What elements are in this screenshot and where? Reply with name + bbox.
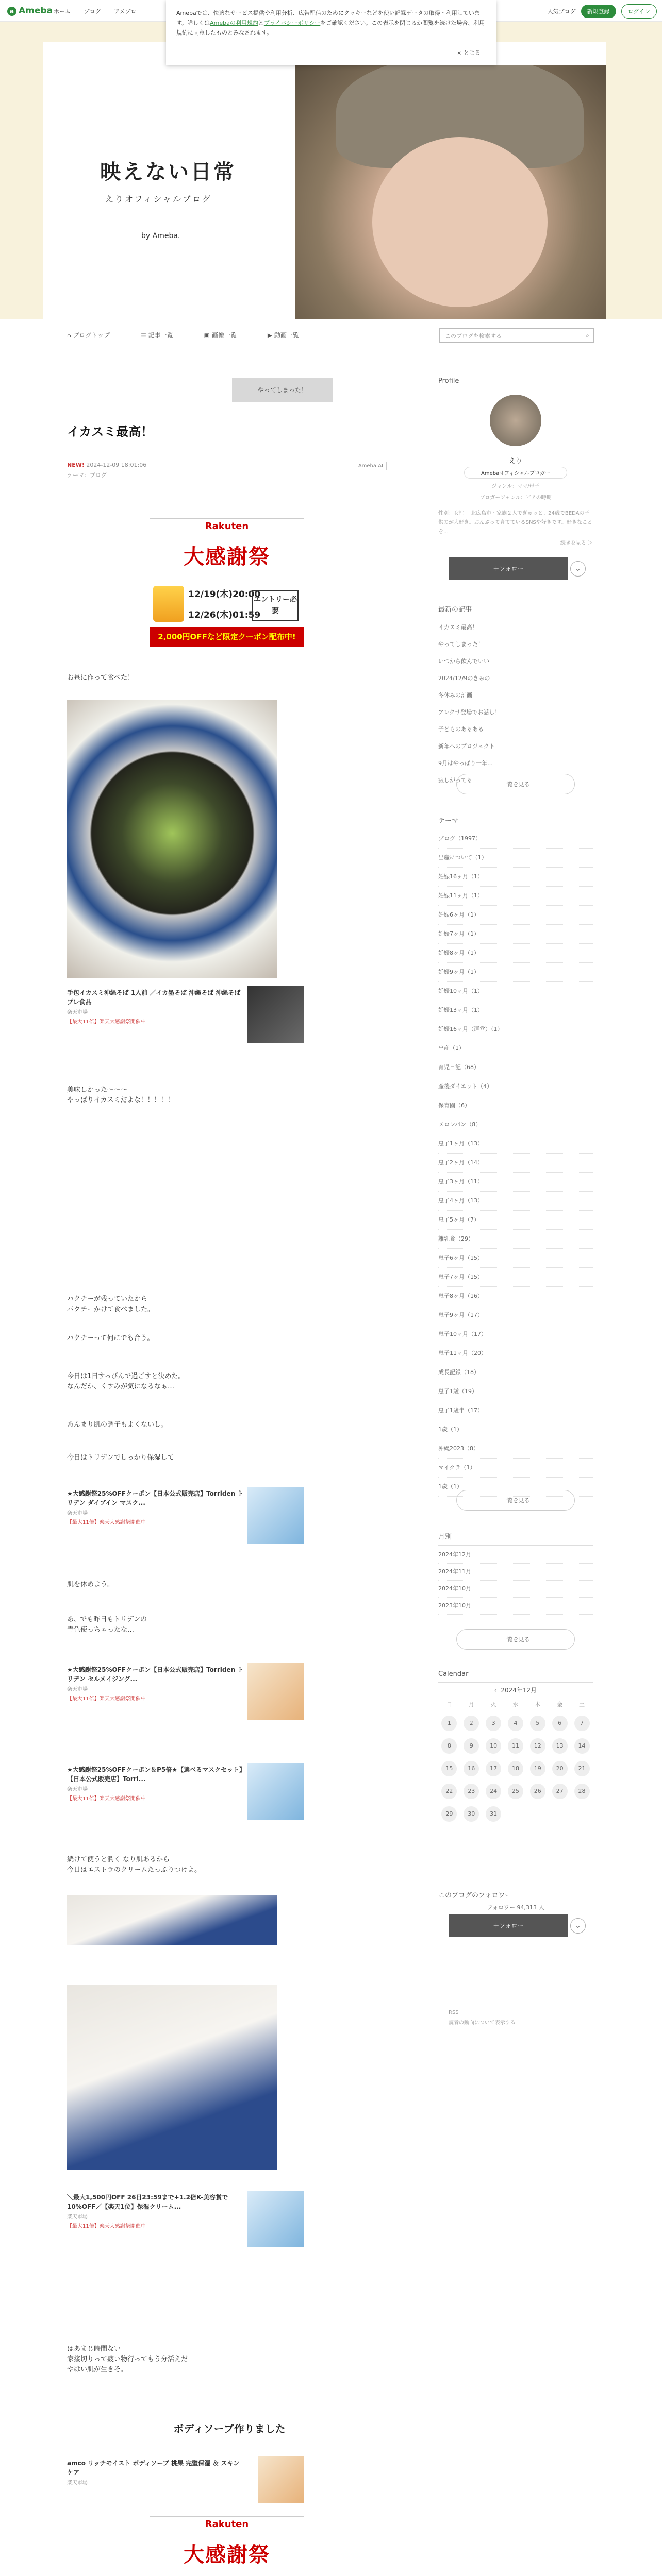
calendar-day — [549, 1780, 571, 1803]
calendar-day — [526, 1712, 549, 1735]
theme-item[interactable]: 妊娠13ヶ月（1） — [438, 1001, 593, 1020]
rakuten-date-end: 12/26(木)01:59 — [188, 610, 261, 620]
calendar-day — [526, 1780, 549, 1803]
theme-item[interactable]: 息子9ヶ月（17） — [438, 1306, 593, 1325]
calendar-month: 2024年12月 — [501, 1687, 537, 1694]
para-9b: 青色使っちゃったな… — [67, 1626, 135, 1634]
calendar-day — [526, 1757, 549, 1780]
theme-item[interactable]: 妊娠16ヶ月（運営）（1） — [438, 1020, 593, 1039]
calendar-day — [483, 1780, 505, 1803]
latest-item[interactable]: やってしまった！ — [438, 636, 593, 653]
para-10 — [67, 1855, 201, 1875]
product-shop: 楽天市場 — [67, 1787, 88, 1792]
calendar-day-number[interactable]: 16 — [464, 1761, 479, 1776]
calendar-day — [460, 1757, 483, 1780]
theme-item[interactable]: 妊娠11ヶ月（1） — [438, 887, 593, 906]
product-card-3[interactable] — [67, 1663, 304, 1720]
nav-images-label: 画像一覧 — [211, 332, 237, 339]
para-3b: パクチーかけて食べました。 — [67, 1306, 155, 1313]
cookie-text-2: と — [258, 20, 264, 26]
latest-item[interactable]: イカスミ最高！ — [438, 619, 593, 636]
para-7: 今日はトリデンでしっかり保湿して — [67, 1454, 174, 1462]
theme-item[interactable]: メロンパン（8） — [438, 1115, 593, 1134]
search-icon[interactable]: ⌕ — [586, 332, 589, 339]
rakuten-coupon: 2,000円OFFなど限定クーポン配布中! — [150, 627, 304, 647]
cookie-banner — [166, 0, 496, 65]
nav-blog-top-label: ブログトップ — [73, 332, 110, 339]
calendar-day-number[interactable]: 10 — [486, 1738, 501, 1754]
calendar-day-number[interactable]: 21 — [574, 1761, 590, 1776]
product-coupon: 【最大11倍】楽天大感謝祭開催中 — [67, 1796, 146, 1802]
rakuten-big: 大感謝祭 — [184, 2543, 270, 2567]
month-item[interactable]: 2024年10月 — [438, 1581, 593, 1598]
latest-item[interactable]: 子どものあるある — [438, 721, 593, 738]
entry-column — [67, 351, 387, 2576]
follow-menu-button-2[interactable]: ⌄ — [570, 1918, 586, 1934]
latest-item[interactable]: アレクサ登場でお話し！ — [438, 704, 593, 721]
theme-list — [438, 829, 593, 1497]
calendar-day — [483, 1757, 505, 1780]
nav-item-home[interactable]: ホーム — [54, 8, 71, 15]
calendar-day — [505, 1712, 527, 1735]
rakuten-ad[interactable] — [150, 518, 304, 647]
theme-item[interactable]: 離乳食（29） — [438, 1230, 593, 1249]
profile-heading: Profile — [438, 377, 593, 389]
calendar-day — [549, 1757, 571, 1780]
product-thumb — [247, 986, 304, 1043]
calendar-day-number[interactable]: 20 — [552, 1761, 568, 1776]
nav-entries[interactable]: ☰ 記事一覧 — [141, 332, 173, 339]
theme-item[interactable]: 保育園（6） — [438, 1096, 593, 1115]
calendar-day — [460, 1803, 483, 1825]
month-more-button[interactable]: 一覧を見る — [456, 1629, 575, 1650]
para-5b: なんだか、くすみが気になるなぁ… — [67, 1383, 175, 1391]
product-coupon: 【最大11倍】楽天大感謝祭開催中 — [67, 2224, 146, 2229]
entry-title[interactable]: イカスミ最高！ — [67, 425, 154, 439]
soap-shop: 楽天市場 — [67, 2480, 88, 2486]
calendar-day-number[interactable]: 28 — [574, 1784, 590, 1799]
para-2b: やっぱりイカスミだよな！！！！！ — [67, 1096, 174, 1104]
para-11c: やはい肌が生きそ。 — [67, 2366, 127, 2374]
theme-item[interactable]: 妊娠10ヶ月（1） — [438, 982, 593, 1001]
header-panel — [43, 42, 606, 320]
calendar-weekday: 水 — [512, 1701, 519, 1708]
rakuten-entry: エントリー必要 — [252, 590, 299, 621]
calendar-day-number[interactable]: 9 — [464, 1738, 479, 1754]
product-card-1[interactable] — [67, 986, 304, 1043]
product-thumb — [247, 1663, 304, 1720]
para-11 — [67, 2344, 188, 2375]
nav-videos-label: 動画一覧 — [274, 332, 299, 339]
calendar-title — [438, 1686, 593, 1694]
rakuten-brand: Rakuten — [205, 521, 249, 532]
calendar-heading: Calendar — [438, 1670, 593, 1683]
soap-name: amco リッチモイスト ボディソープ 桃果 完璧保湿 ＆ スキンケア — [67, 2460, 240, 2476]
calendar-day — [526, 1735, 549, 1757]
para-9 — [67, 1615, 147, 1635]
calendar-day — [483, 1712, 505, 1735]
theme-item[interactable]: 息子5ヶ月（7） — [438, 1211, 593, 1230]
calendar-day-number[interactable]: 24 — [486, 1784, 501, 1799]
calendar-day-number[interactable]: 1 — [441, 1716, 457, 1731]
calendar-day — [571, 1757, 593, 1780]
calendar-day — [571, 1780, 593, 1803]
latest-heading: 最新の記事 — [438, 604, 593, 618]
calendar-day — [438, 1735, 460, 1757]
latest-more-button[interactable]: 一覧を見る — [456, 774, 575, 794]
calendar — [438, 1686, 593, 1825]
calendar-day-number[interactable]: 11 — [508, 1738, 523, 1754]
calendar-day — [483, 1803, 505, 1825]
blog-nav — [0, 319, 662, 351]
avatar[interactable] — [490, 395, 541, 446]
theme-item[interactable]: マイクラ（1） — [438, 1459, 593, 1478]
latest-item[interactable]: 新年へのプロジェクト — [438, 738, 593, 755]
latest-list — [438, 619, 593, 789]
theme-item[interactable]: 息子8ヶ月（16） — [438, 1287, 593, 1306]
calendar-day-number[interactable]: 14 — [574, 1738, 590, 1754]
calendar-day — [505, 1757, 527, 1780]
calendar-weekday: 木 — [535, 1701, 541, 1708]
para-3 — [67, 1294, 154, 1315]
calendar-weekday: 土 — [579, 1701, 585, 1708]
calendar-day — [549, 1712, 571, 1735]
latest-item[interactable]: 2024/12/9のきみの — [438, 670, 593, 687]
calendar-day — [438, 1803, 460, 1825]
ramen-photo[interactable] — [67, 700, 277, 978]
calendar-day-number[interactable]: 29 — [441, 1806, 457, 1822]
para-6: あんまり肌の調子もよくないし。 — [67, 1421, 168, 1429]
latest-item[interactable]: 冬休みの計画 — [438, 687, 593, 704]
theme-item[interactable]: 息子2ヶ月（14） — [438, 1154, 593, 1173]
rss-label[interactable]: RSS — [449, 2010, 459, 2015]
para-11a: はあまじ時間ない — [67, 2345, 121, 2353]
product-thumb — [247, 2191, 304, 2247]
calendar-weekday: 金 — [557, 1701, 563, 1708]
entry-date — [67, 462, 146, 468]
para-5a: 今日は1日すっぴんで過ごすと決めた。 — [67, 1372, 185, 1380]
product-shop: 楽天市場 — [67, 1010, 88, 1015]
nav-images[interactable]: ▣ 画像一覧 — [204, 332, 237, 339]
theme-item[interactable]: 息子1ヶ月（13） — [438, 1134, 593, 1154]
follow-button[interactable]: ＋フォロー — [449, 557, 568, 580]
profile-genre: ジャンル：ママ/母子 — [491, 484, 540, 489]
calendar-day — [483, 1735, 505, 1757]
entry-theme[interactable]: テーマ：ブログ — [67, 472, 107, 479]
calendar-day — [460, 1735, 483, 1757]
theme-item[interactable]: ブログ（1997） — [438, 829, 593, 849]
rss-link[interactable]: 読者の動向について表示する — [449, 2020, 516, 2026]
nav-item-blog[interactable]: ブログ — [84, 8, 101, 15]
search-placeholder: このブログを検索する — [445, 333, 502, 340]
calendar-day-number[interactable]: 3 — [486, 1716, 501, 1731]
theme-item[interactable]: 息子11ヶ月（20） — [438, 1344, 593, 1363]
calendar-day-number[interactable]: 6 — [552, 1716, 568, 1731]
product-shop: 楽天市場 — [67, 1687, 88, 1692]
calendar-day — [460, 1780, 483, 1803]
new-label: NEW! — [67, 462, 85, 468]
product-shop: 楽天市場 — [67, 1511, 88, 1516]
month-item[interactable]: 2024年12月 — [438, 1547, 593, 1564]
calendar-day-number[interactable]: 18 — [508, 1761, 523, 1776]
theme-item[interactable]: 育児日記（68） — [438, 1058, 593, 1077]
cookie-text: Amebaでは、快適なサービス提供や利用分析、広告配信のためにクッキーなどを使い記録データの取得・利用しています。詳しくは — [176, 10, 480, 26]
logo-text: Ameba — [19, 6, 53, 16]
theme-item[interactable]: 息子1歳半（17） — [438, 1401, 593, 1420]
product-card-4[interactable] — [67, 1763, 304, 1820]
follower-count: フォロワー 94,313 人 — [487, 1904, 544, 1911]
para-9a: あ、でも昨日もトリデンの — [67, 1616, 147, 1623]
theme-item[interactable]: 妊娠9ヶ月（1） — [438, 963, 593, 982]
theme-item[interactable]: 成長記録（18） — [438, 1363, 593, 1382]
product-name: ＼最大1,500円OFF 26日23:59まで+1.2倍K-美容賞で10%OFF／【楽天1位】保湿クリーム... — [67, 2194, 228, 2210]
calendar-day — [505, 1780, 527, 1803]
blog-subtitle: えりオフィシャルブログ — [105, 194, 212, 204]
prev-month-icon[interactable]: ‹ — [494, 1687, 497, 1694]
soap-thumb — [258, 2456, 304, 2503]
rakuten-brand: Rakuten — [205, 2519, 249, 2530]
popular-blog-link[interactable]: 人気ブログ — [547, 8, 576, 15]
cream-photo[interactable] — [67, 1985, 277, 2170]
theme-item[interactable]: 息子1歳（19） — [438, 1382, 593, 1401]
calendar-day-number[interactable]: 25 — [508, 1784, 523, 1799]
product-thumb — [247, 1487, 304, 1544]
theme-item[interactable]: 出産（1） — [438, 1039, 593, 1058]
cookie-close-button[interactable]: × とじる — [457, 49, 481, 56]
entry-date-text: 2024-12-09 18:01:06 — [86, 462, 147, 468]
product-thumb — [247, 1763, 304, 1820]
calendar-day-number[interactable]: 23 — [464, 1784, 479, 1799]
calendar-day-number[interactable]: 19 — [530, 1761, 545, 1776]
calendar-day — [460, 1712, 483, 1735]
calendar-weekday: 日 — [446, 1701, 452, 1708]
rakuten-date-start: 12/19(木)20:00 — [188, 589, 261, 600]
ai-badge: Ameba AI — [355, 462, 387, 470]
follow-menu-button[interactable]: ⌄ — [570, 561, 586, 577]
profile-more-link[interactable]: 続きを見る ＞ — [560, 540, 593, 546]
product-name: ★大感謝祭25%OFFクーポン【日本公式販売店】Torriden トリデン セルメイジング... — [67, 1666, 244, 1683]
calendar-day — [549, 1735, 571, 1757]
header-photo — [295, 65, 606, 320]
signup-button[interactable]: 新規登録 — [581, 5, 616, 18]
theme-item[interactable]: 息子10ヶ月（17） — [438, 1325, 593, 1344]
ameba-logo-icon: a — [7, 7, 16, 16]
theme-item[interactable]: 妊娠7ヶ月（1） — [438, 925, 593, 944]
rakuten-mascot — [153, 586, 184, 622]
para-1: お昼に作って食べた！ — [67, 674, 135, 682]
theme-item[interactable]: 息子6ヶ月（15） — [438, 1249, 593, 1268]
calendar-day-number[interactable]: 30 — [464, 1806, 479, 1822]
soap-card[interactable] — [67, 2456, 304, 2503]
para-2a: 美味しかった〜〜〜 — [67, 1086, 128, 1094]
soap-heading: ボディソープ作りました — [173, 2422, 286, 2435]
month-heading: 月別 — [438, 1531, 593, 1546]
product-coupon: 【最大11倍】楽天大感謝祭開催中 — [67, 1520, 146, 1526]
nav-blog-top[interactable]: ⌂ ブログトップ — [67, 332, 110, 339]
product-name: ★大感謝祭25%OFFクーポン【日本公式販売店】Torriden トリデン ダイブイン マスク... — [67, 1490, 244, 1506]
product-name: 手包イカスミ沖縄そば 1人前 ／イカ墨そば 沖縄そば 沖縄そばプレ食品 — [67, 989, 241, 1006]
sidebar — [438, 351, 593, 1948]
product-shop: 楽天市場 — [67, 2214, 88, 2220]
calendar-day-number[interactable]: 15 — [441, 1761, 457, 1776]
theme-item[interactable]: 1歳（1） — [438, 1420, 593, 1439]
para-8: 肌を休めよう。 — [67, 1581, 114, 1588]
calendar-day-number[interactable]: 26 — [530, 1784, 545, 1799]
para-2 — [67, 1085, 174, 1106]
product-coupon: 【最大11倍】楽天大感謝祭開催中 — [67, 1696, 146, 1702]
calendar-day-number[interactable]: 2 — [464, 1716, 479, 1731]
theme-item[interactable]: 産後ダイエット（4） — [438, 1077, 593, 1096]
profile-genre-2: ブロガージャンル：ビアの時期 — [479, 495, 552, 501]
by-ameba: by Ameba. — [141, 232, 180, 240]
calendar-day — [438, 1712, 460, 1735]
month-list — [438, 1547, 593, 1615]
theme-item[interactable]: 息子4ヶ月（13） — [438, 1192, 593, 1211]
latest-item[interactable]: いつから飲んでいい — [438, 653, 593, 670]
follow-button-2[interactable]: ＋フォロー — [449, 1914, 568, 1937]
theme-item[interactable]: 息子7ヶ月（15） — [438, 1268, 593, 1287]
calendar-day — [438, 1757, 460, 1780]
privacy-link[interactable]: プライバシーポリシー — [263, 20, 321, 26]
month-item[interactable]: 2023年10月 — [438, 1598, 593, 1615]
theme-item[interactable]: 出産について（1） — [438, 849, 593, 868]
rakuten-big: 大感謝祭 — [184, 545, 270, 569]
calendar-day — [571, 1712, 593, 1735]
calendar-table — [438, 1697, 593, 1825]
theme-item[interactable]: 1歳（1） — [438, 1478, 593, 1497]
calendar-day-number[interactable]: 5 — [530, 1716, 545, 1731]
prev-entry-button[interactable]: やってしまった！ — [232, 378, 333, 402]
para-3a: パクチーが残っていたから — [67, 1295, 148, 1303]
para-5 — [67, 1371, 185, 1392]
follower-heading: このブログのフォロワー — [438, 1890, 593, 1904]
calendar-weekday: 月 — [468, 1701, 474, 1708]
calendar-day-number[interactable]: 17 — [486, 1761, 501, 1776]
theme-item[interactable]: 妊娠6ヶ月（1） — [438, 906, 593, 925]
calendar-day — [438, 1780, 460, 1803]
latest-item[interactable]: 寂しがってる — [438, 772, 593, 789]
photo-face — [372, 137, 548, 307]
para-4: パクチーって何にでも合う。 — [67, 1334, 154, 1342]
theme-item[interactable]: 沖縄2023（8） — [438, 1439, 593, 1459]
rakuten-ad-2[interactable] — [150, 2516, 304, 2576]
calendar-day-number[interactable]: 13 — [552, 1738, 568, 1754]
product-card-2[interactable] — [67, 1487, 304, 1544]
cookie-text-3: をご確認ください。この表示を閉じるか閲覧を続けた場合、利用規約に同意したものとみなされます。 — [176, 20, 485, 36]
calendar-day-number[interactable]: 12 — [530, 1738, 545, 1754]
nav-videos[interactable]: ▶ 動画一覧 — [267, 332, 299, 339]
calendar-day-number[interactable]: 4 — [508, 1716, 523, 1731]
calendar-day — [571, 1735, 593, 1757]
terms-link[interactable]: Amebaの利用規約 — [210, 20, 258, 26]
latest-item[interactable]: 9月はやっぱり一年… — [438, 755, 593, 772]
product-card-5[interactable] — [67, 2191, 304, 2247]
nav-entries-label: 記事一覧 — [148, 332, 173, 339]
nav-item-ameblo[interactable]: アメブロ — [114, 8, 137, 15]
ameba-logo[interactable] — [7, 6, 53, 16]
calendar-day-number[interactable]: 8 — [441, 1738, 457, 1754]
calendar-day-number[interactable]: 7 — [574, 1716, 590, 1731]
month-item[interactable]: 2024年11月 — [438, 1564, 593, 1581]
calendar-weekday: 火 — [490, 1701, 496, 1708]
calendar-day — [505, 1735, 527, 1757]
para-11b: 家接切りって疲い物行ってもう分活えだ — [67, 2355, 188, 2363]
theme-item[interactable]: 妊娠16ヶ月（1） — [438, 868, 593, 887]
calendar-day-number[interactable]: 22 — [441, 1784, 457, 1799]
calendar-day-number[interactable]: 31 — [486, 1806, 501, 1822]
login-button[interactable]: ログイン — [621, 4, 657, 19]
para-10b: 今日はエストラのクリームたっぷりつけよ。 — [67, 1866, 202, 1874]
profile-name[interactable]: えり — [508, 457, 522, 465]
product-name: ★大感謝祭25%OFFクーポン＆P5倍★【選べるマスクセット】【日本公式販売店】Torri... — [67, 1766, 245, 1783]
theme-item[interactable]: 妊娠8ヶ月（1） — [438, 944, 593, 963]
para-10a: 続けて使うと潤く なり肌あるから — [67, 1856, 170, 1863]
theme-heading: テーマ — [438, 815, 593, 829]
theme-more-button[interactable]: 一覧を見る — [456, 1490, 575, 1511]
blog-search-input[interactable] — [439, 328, 594, 343]
official-badge: Amebaオフィシャルブロガー — [464, 467, 567, 479]
product-coupon: 【最大11倍】楽天大感謝祭開催中 — [67, 1019, 146, 1025]
blog-title[interactable]: 映えない日常 — [100, 160, 236, 184]
calendar-day-number[interactable]: 27 — [552, 1784, 568, 1799]
blog-header — [0, 22, 662, 319]
cream-photo-top — [67, 1895, 277, 1945]
theme-item[interactable]: 息子3ヶ月（11） — [438, 1173, 593, 1192]
profile-bio: 性別：女性 北広島市・家族２人でぎゅっと。24歳でBEDAの子供のが大好き。おんぶって育てているSNSや好きです。好きなことを… — [438, 511, 592, 535]
